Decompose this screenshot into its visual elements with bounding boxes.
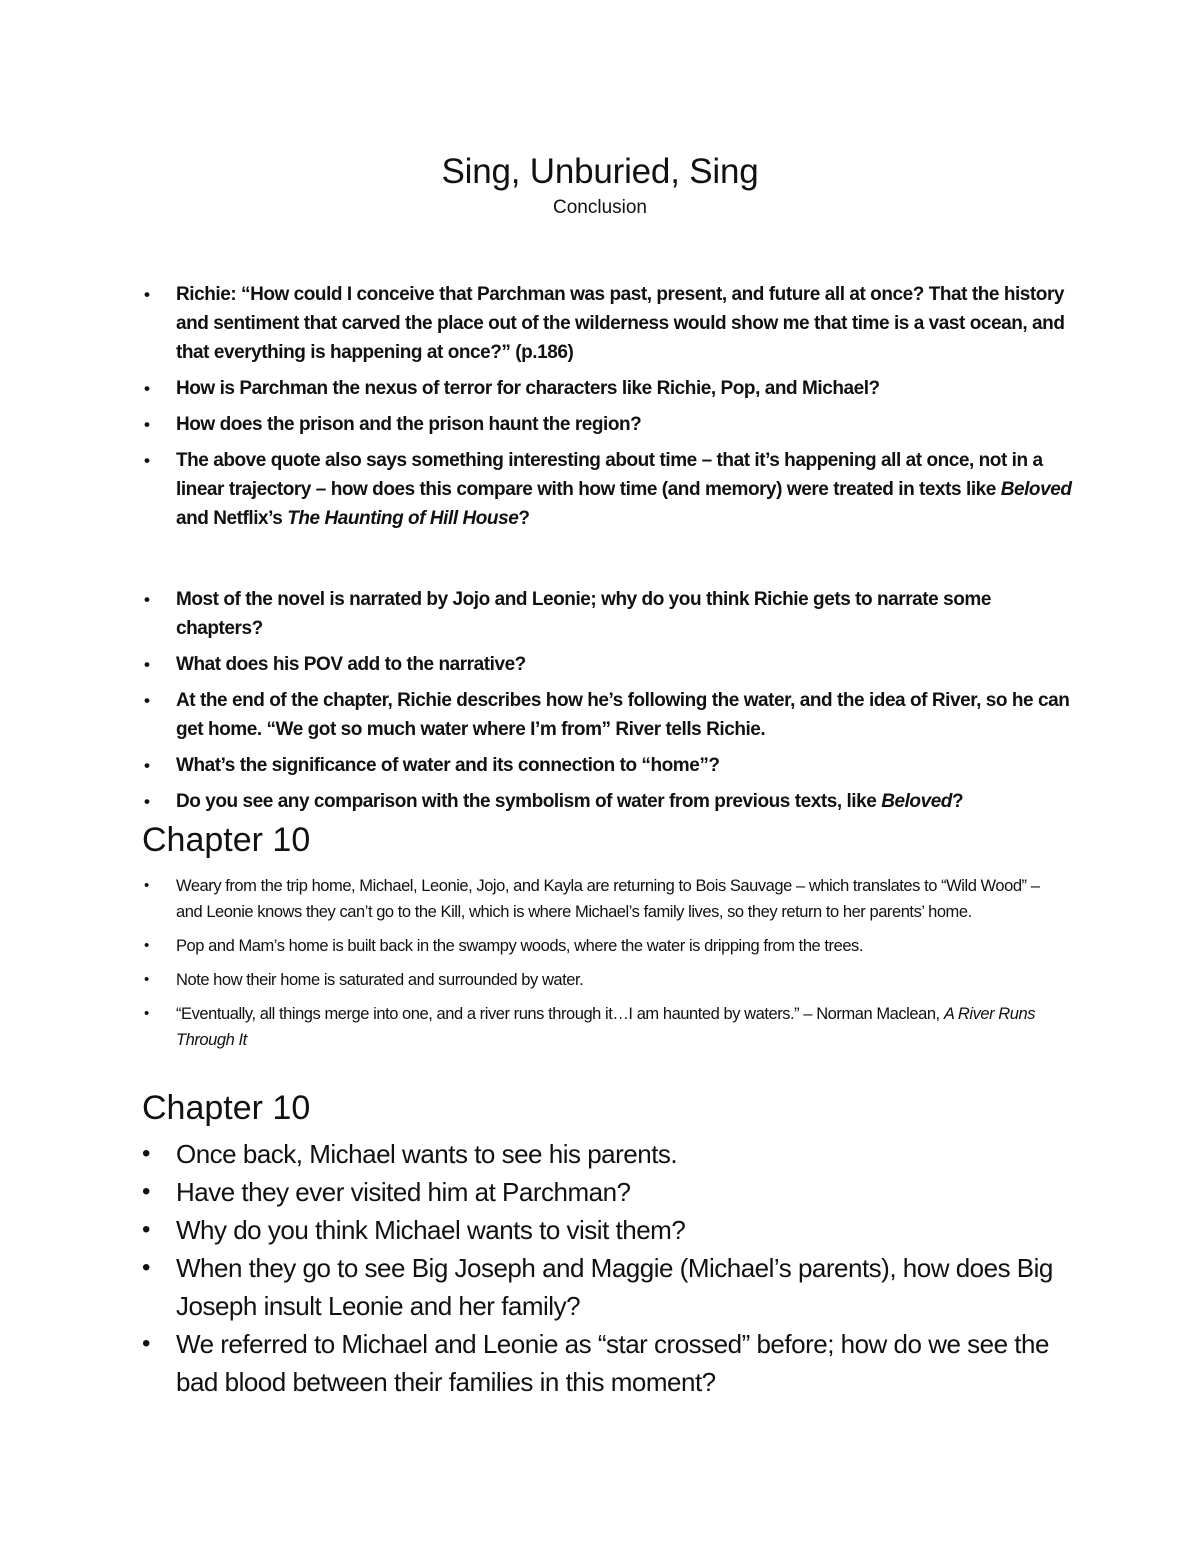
text-run: “Eventually, all things merge into one, and a river runs through it…I am haunted by waters.” – Norman Maclean, bbox=[176, 1005, 944, 1023]
bullet-icon: • bbox=[144, 877, 149, 894]
list-item bbox=[142, 1211, 1076, 1249]
list-item bbox=[144, 410, 1076, 439]
bullet-icon: • bbox=[142, 1178, 150, 1205]
bullet-icon: • bbox=[144, 451, 150, 470]
discussion-list-narration bbox=[144, 585, 1076, 823]
chapter-10-notes-list bbox=[144, 873, 1056, 1061]
book-title-river: A River Runs Through It bbox=[176, 1005, 1036, 1049]
book-title-beloved: Beloved bbox=[1000, 479, 1072, 500]
list-item-text: Most of the novel is narrated by Jojo and Leonie; why do you think Richie gets to narrate some chapters? bbox=[176, 589, 991, 639]
list-item bbox=[144, 686, 1076, 744]
list-item-text: Once back, Michael wants to see his parents. bbox=[176, 1139, 678, 1169]
bullet-icon: • bbox=[144, 937, 149, 954]
list-item bbox=[144, 787, 1076, 816]
bullet-icon: • bbox=[142, 1140, 150, 1167]
list-item bbox=[144, 873, 1056, 925]
bullet-icon: • bbox=[144, 756, 150, 775]
list-item-text: We referred to Michael and Leonie as “star crossed” before; how do we see the bad blood between their families in this moment? bbox=[176, 1329, 1049, 1397]
list-item-text: How is Parchman the nexus of terror for characters like Richie, Pop, and Michael? bbox=[176, 378, 880, 399]
text-run: The above quote also says something interesting about time – that it’s happening all at once, not in a linear trajectory – how does this compare with how time (and memory) were treated in texts like bbox=[176, 450, 1043, 500]
document-subtitle: Conclusion bbox=[553, 197, 647, 218]
bullet-icon: • bbox=[144, 792, 150, 811]
list-item bbox=[144, 585, 1076, 643]
list-item bbox=[144, 933, 1056, 959]
list-item bbox=[142, 1173, 1076, 1211]
list-item-text: What does his POV add to the narrative? bbox=[176, 654, 526, 675]
bullet-icon: • bbox=[142, 1216, 150, 1243]
list-item bbox=[144, 1001, 1056, 1053]
bullet-icon: • bbox=[144, 379, 150, 398]
section-heading-chapter-10-second: Chapter 10 bbox=[142, 1089, 311, 1127]
list-item-text: What’s the significance of water and its connection to “home”? bbox=[176, 755, 720, 776]
list-item-text: How does the prison and the prison haunt the region? bbox=[176, 414, 642, 435]
list-item-text: At the end of the chapter, Richie describes how he’s following the water, and the idea of River, so he can get home. “We got so much water where I’m from” River tells Richie. bbox=[176, 690, 1070, 740]
text-run: ? bbox=[518, 508, 530, 529]
bullet-icon: • bbox=[144, 691, 150, 710]
list-item bbox=[144, 280, 1076, 367]
list-item-text bbox=[176, 791, 963, 812]
list-item-text: Have they ever visited him at Parchman? bbox=[176, 1177, 631, 1207]
book-title-beloved: Beloved bbox=[881, 791, 952, 812]
text-run: and Netflix’s bbox=[176, 508, 288, 529]
bullet-icon: • bbox=[142, 1254, 150, 1281]
bullet-icon: • bbox=[144, 285, 150, 304]
list-item-text: Weary from the trip home, Michael, Leonie, Jojo, and Kayla are returning to Bois Sauvage – which translates to “Wild Wood” – and Leonie knows they can’t go to the Kill, which is where Michael’s family lives, so they return to her parents’ home. bbox=[176, 877, 1040, 921]
discussion-list-quote bbox=[144, 280, 1076, 540]
list-item bbox=[142, 1325, 1076, 1401]
bullet-icon: • bbox=[144, 655, 150, 674]
list-item-text: Note how their home is saturated and surrounded by water. bbox=[176, 971, 584, 989]
list-item-text: When they go to see Big Joseph and Maggie (Michael’s parents), how does Big Joseph insult Leonie and her family? bbox=[176, 1253, 1053, 1321]
text-run: Do you see any comparison with the symbolism of water from previous texts, like bbox=[176, 791, 882, 812]
list-item bbox=[144, 446, 1076, 533]
bullet-icon: • bbox=[144, 1005, 149, 1022]
list-item bbox=[144, 967, 1056, 993]
bullet-icon: • bbox=[144, 415, 150, 434]
list-item bbox=[144, 751, 1076, 780]
show-title-haunting: The Haunting of Hill House bbox=[287, 508, 519, 529]
list-item-text bbox=[176, 450, 1071, 529]
list-item bbox=[144, 374, 1076, 403]
section-heading-chapter-10: Chapter 10 bbox=[142, 821, 311, 859]
chapter-10-questions-list bbox=[142, 1135, 1076, 1401]
list-item bbox=[144, 650, 1076, 679]
list-item-text: Pop and Mam’s home is built back in the swampy woods, where the water is dripping from the trees. bbox=[176, 937, 863, 955]
list-item-text: Richie: “How could I conceive that Parchman was past, present, and future all at once? That the history and sentiment that carved the place out of the wilderness would show me that time is a vast ocean, and that everything is happening at once?” (p.186) bbox=[176, 284, 1065, 363]
list-item-text bbox=[176, 1005, 1035, 1049]
bullet-icon: • bbox=[142, 1330, 150, 1357]
text-run: ? bbox=[951, 791, 964, 812]
bullet-icon: • bbox=[144, 971, 149, 988]
bullet-icon: • bbox=[144, 590, 150, 609]
list-item bbox=[142, 1135, 1076, 1173]
list-item bbox=[142, 1249, 1076, 1325]
document-title: Sing, Unburied, Sing bbox=[441, 152, 759, 191]
list-item-text: Why do you think Michael wants to visit them? bbox=[176, 1215, 686, 1245]
